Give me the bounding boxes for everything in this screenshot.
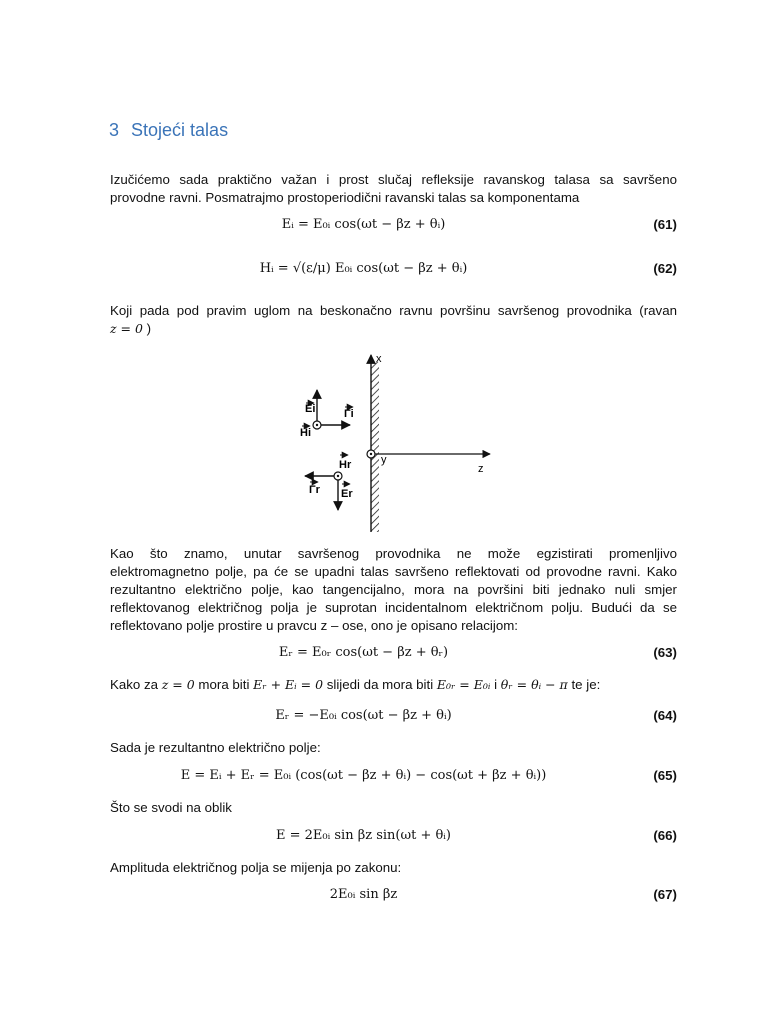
paragraph-line: reflektovanog električnog polja je suprotan incidentalnom električnom polju. Budući da se <box>110 600 677 615</box>
section-heading <box>109 120 228 141</box>
paragraph-line: reflektovano polje prostire u pravcu z – ose, ono je opisano relacijom: <box>110 618 518 633</box>
paragraph-text: te je: <box>571 677 601 692</box>
inline-math: Eᵣ + Eᵢ = 0 <box>253 677 324 692</box>
paragraph-text: Kako za <box>110 677 159 692</box>
paragraph-text: ) <box>146 321 152 336</box>
equation-number: (63) <box>653 645 677 660</box>
equation-67 <box>110 883 677 907</box>
equation-number: (65) <box>653 768 677 783</box>
paragraph-simplify <box>110 799 677 817</box>
reflected-poynting-label: Γr <box>309 484 320 496</box>
paragraph-boundary <box>110 676 677 694</box>
paragraph-line: Što se svodi na oblik <box>110 800 232 815</box>
equation-number: (66) <box>653 828 677 843</box>
inline-math: θᵣ = θᵢ − π <box>500 677 568 692</box>
equation-number: (67) <box>653 887 677 902</box>
paragraph-line: Amplituda električnog polja se mijenja po zakonu: <box>110 860 402 875</box>
equation-formula: E = Eᵢ + Eᵣ = E₀ᵢ (cos(ωt − βz + θᵢ) − cos(ωt + βz + θᵢ)) <box>180 768 547 783</box>
equation-66 <box>110 824 677 848</box>
wave-reflection-figure <box>290 350 520 540</box>
equation-61 <box>110 213 677 237</box>
paragraph-line: Kao što znamo, unutar savršenog provodnika ne može egzistirati promenljivo <box>110 546 677 561</box>
paragraph-incidence <box>110 302 677 338</box>
inline-math: z = 0 <box>110 321 143 336</box>
equation-number: (64) <box>653 708 677 723</box>
equation-formula: Eᵢ = E₀ᵢ cos(ωt − βz + θᵢ) <box>281 217 446 232</box>
reflected-e-label: Er <box>341 488 353 500</box>
y-axis-label: y <box>381 454 387 466</box>
inline-math: z = 0 <box>161 677 195 692</box>
paragraph-line: Sada je rezultantno električno polje: <box>110 740 321 755</box>
equation-formula: 2E₀ᵢ sin βz <box>329 887 398 902</box>
equation-formula: Eᵣ = −E₀ᵢ cos(ωt − βz + θᵢ) <box>275 708 452 723</box>
reflected-h-label: Hr <box>339 459 352 471</box>
paragraph-line: Izučićemo sada praktično važan i prost slučaj refleksije ravanskog talasa sa savršeno <box>110 172 677 187</box>
conductor-surface <box>371 362 379 532</box>
equation-64 <box>110 704 677 728</box>
x-axis-label: x <box>376 353 382 365</box>
equation-65 <box>110 764 677 788</box>
equation-number: (62) <box>653 261 677 276</box>
paragraph-line: elektromagnetno polje, pa će se upadni talas savršeno reflektovati od provodne ravni. Kako <box>110 564 677 579</box>
equation-formula: Eᵣ = E₀ᵣ cos(ωt − βz + θᵣ) <box>278 645 449 660</box>
equation-63 <box>110 641 677 665</box>
paragraph-amplitude <box>110 859 677 877</box>
z-axis-label: z <box>478 463 484 475</box>
equation-62 <box>110 257 677 281</box>
paragraph-line: provodne ravni. Posmatrajmo prostoperiodični ravanski talas sa komponentama <box>110 190 580 205</box>
paragraph-line: Koji pada pod pravim uglom na beskonačno ravnu površinu savršenog provodnika (ravan <box>110 303 677 318</box>
section-number: 3 <box>109 120 120 140</box>
incident-e-label: Ei <box>305 403 316 415</box>
paragraph-intro <box>110 171 677 207</box>
paragraph-resultant <box>110 739 677 757</box>
paragraph-line: rezultantno električno polje, kao tangencijalno, mora na površini biti jednako nuli smjer <box>110 582 677 597</box>
paragraph-text: slijedi da mora biti <box>326 677 434 692</box>
equation-number: (61) <box>653 217 677 232</box>
equation-formula: E = 2E₀ᵢ sin βz sin(ωt + θᵢ) <box>276 828 451 843</box>
section-title: Stojeći talas <box>131 120 229 140</box>
paragraph-text: i <box>494 677 498 692</box>
equation-formula: Hᵢ = √(ε/μ) E₀ᵢ cos(ωt − βz + θᵢ) <box>259 261 468 276</box>
paragraph-text: mora biti <box>198 677 250 692</box>
inline-math: E₀ᵣ = E₀ᵢ <box>436 677 491 692</box>
paragraph-reflection <box>110 545 677 635</box>
incident-h-label: Hi <box>300 427 311 439</box>
incident-poynting-label: Γi <box>344 408 354 420</box>
